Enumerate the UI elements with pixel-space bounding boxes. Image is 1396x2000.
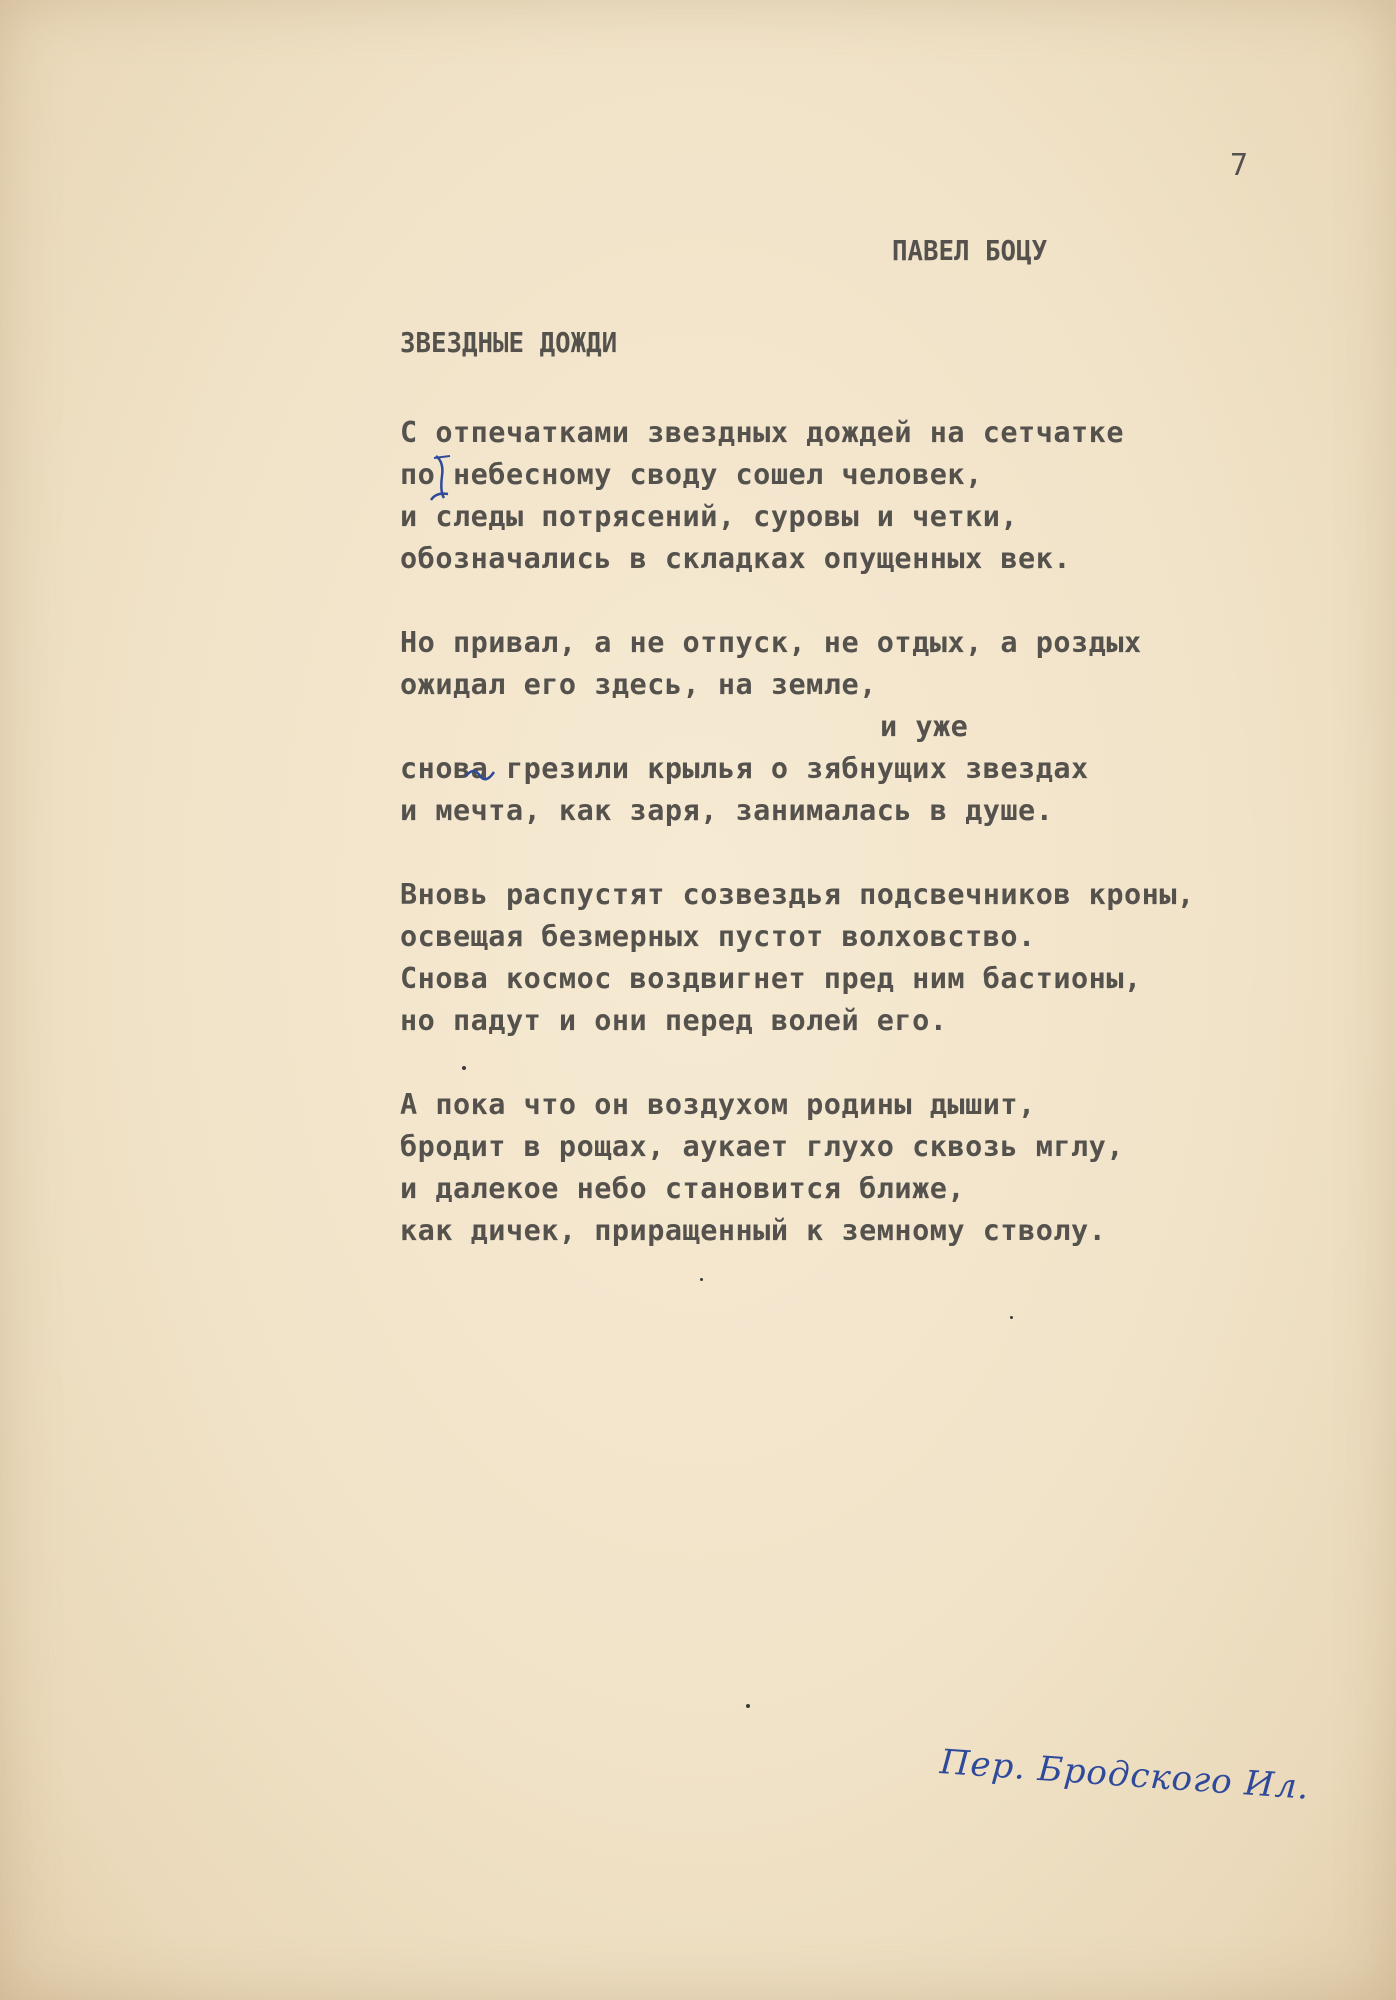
poem-line-indented: и уже xyxy=(880,710,969,743)
poem-line: и далекое небо становится ближе, xyxy=(400,1172,966,1205)
poem-line: и следы потрясений, суровы и четки, xyxy=(400,500,1019,533)
poem-title: ЗВЕЗДНЫЕ ДОЖДИ xyxy=(400,326,618,359)
poem-line: снова грезили крылья о зябнущих звездах xyxy=(400,752,1089,785)
poem-line: освещая безмерных пустот волховство. xyxy=(400,920,1036,953)
paper-speck xyxy=(1010,1316,1013,1319)
author-name: ПАВЕЛ БОЦУ xyxy=(892,234,1048,267)
poem-line: бродит в рощах, аукает глухо сквозь мглу, xyxy=(400,1130,1124,1163)
poem-line: и мечта, как заря, занималась в душе. xyxy=(400,794,1054,827)
poem-line: как дичек, приращенный к земному стволу. xyxy=(400,1214,1107,1247)
poem-line: обозначались в складках опущенных век. xyxy=(400,542,1072,575)
poem-line: но падут и они перед волей его. xyxy=(400,1004,948,1037)
poem-line: Вновь распустят созвездья подсвечников кроны, xyxy=(400,878,1195,911)
stanza-1 xyxy=(400,412,1300,580)
stanza-2 xyxy=(400,622,1300,832)
pen-correction-mark xyxy=(462,762,498,786)
stanza-4 xyxy=(400,1084,1300,1252)
poem-line: ожидал его здесь, на земле, xyxy=(400,668,877,701)
poem-line: Но привал, а не отпуск, не отдых, а роздых xyxy=(400,626,1142,659)
handwritten-signature: Пер. Бродского Ил. xyxy=(938,1742,1311,1808)
stanza-3 xyxy=(400,874,1300,1042)
paper-speck xyxy=(462,1066,466,1070)
poem-line: С отпечатками звездных дождей на сетчатке xyxy=(400,416,1124,449)
paper-speck xyxy=(746,1704,750,1708)
pen-correction-mark xyxy=(428,490,452,504)
poem-line: Снова космос воздвигнет пред ним бастионы, xyxy=(400,962,1142,995)
paper-speck xyxy=(700,1278,703,1281)
poem-body xyxy=(400,412,1300,1294)
poem-line: А пока что он воздухом родины дышит, xyxy=(400,1088,1036,1121)
poem-line: по небесному своду сошел человек, xyxy=(400,458,983,491)
page-number: 7 xyxy=(1230,148,1249,183)
